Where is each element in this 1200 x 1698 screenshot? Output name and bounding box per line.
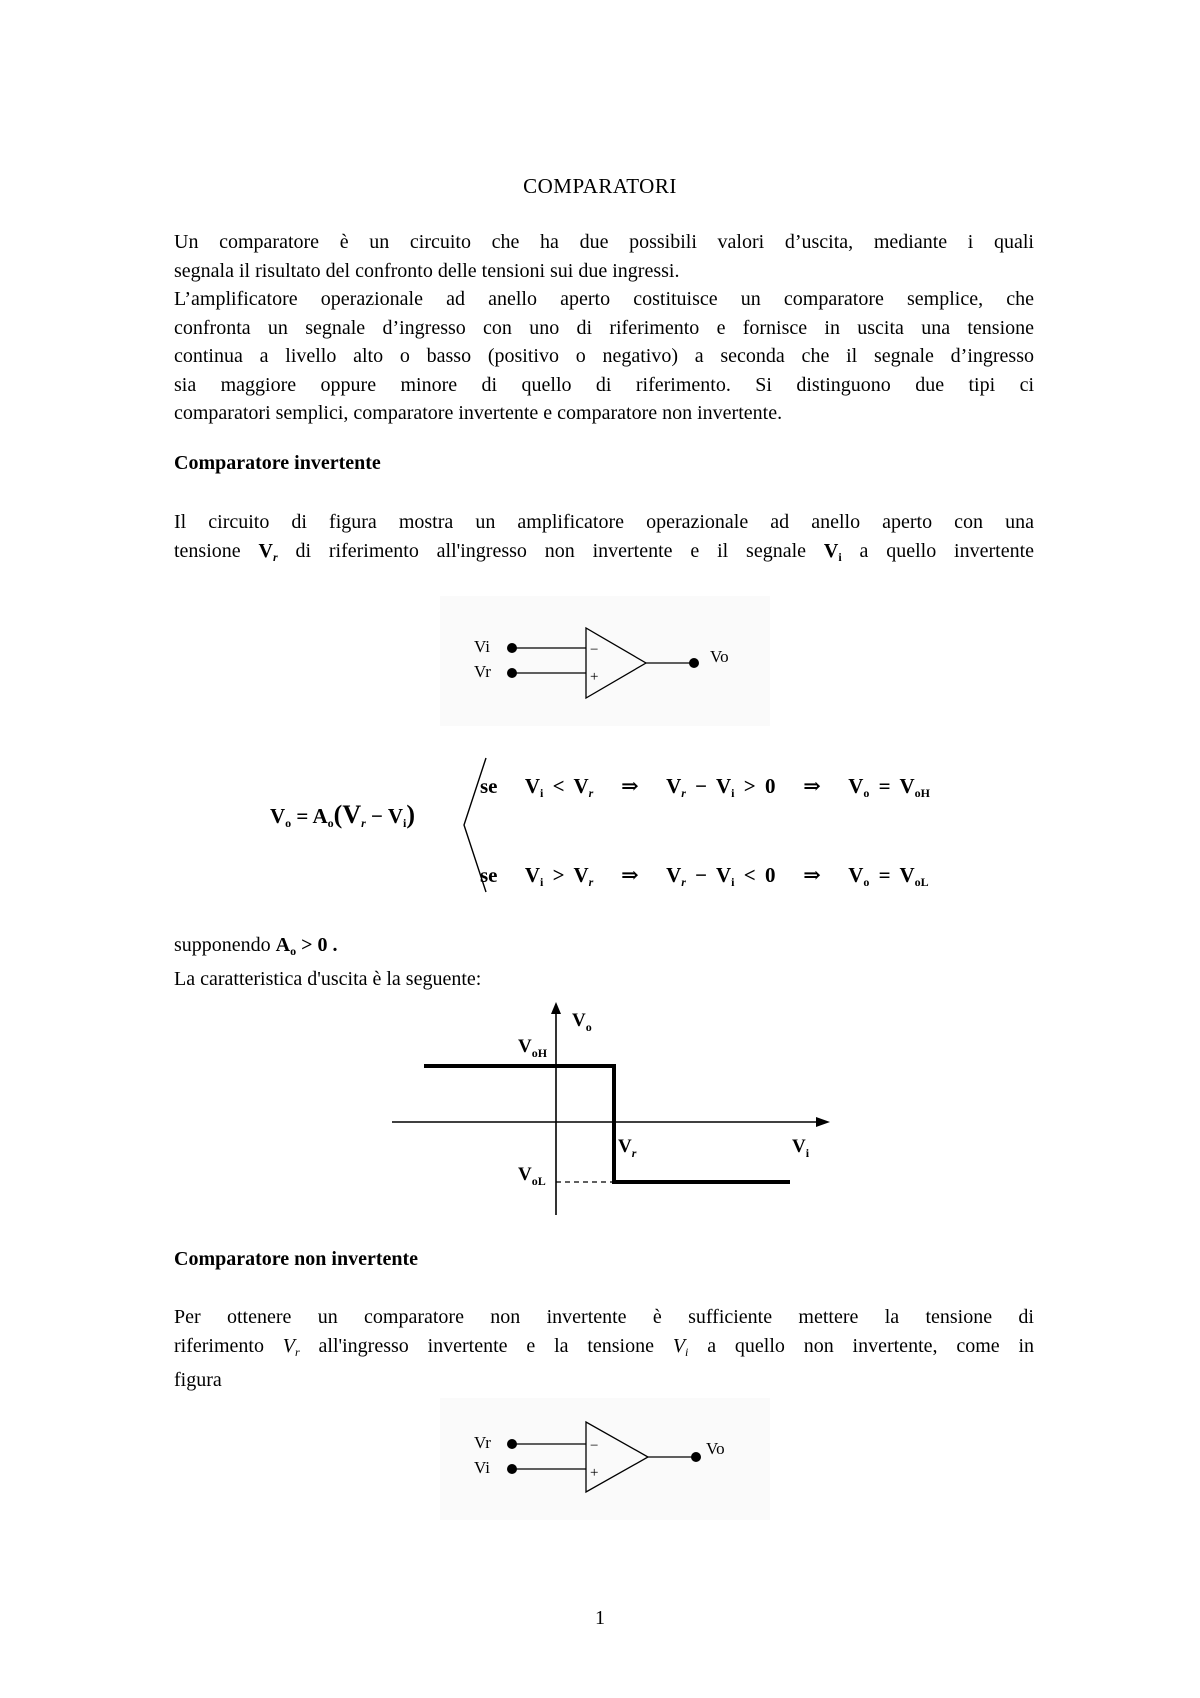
circuit-output-label: Vo (710, 647, 729, 666)
y-axis-arrow-icon (551, 1002, 561, 1014)
threshold-label: $V_r$ (618, 1136, 637, 1160)
circuit-input-label-top: Vi (474, 637, 490, 656)
noninverting-description (174, 1303, 1034, 1395)
circuit-input-label-bottom: Vi (474, 1458, 490, 1477)
formula-case-1: se $V_i < V_r$ ⇒ $V_r - V_i > 0$ ⇒ $V_o = V_{oH}$ (480, 774, 930, 800)
characteristic-intro: La caratteristica d'uscita è la seguente: (174, 968, 482, 990)
svg-text:+: + (590, 669, 599, 685)
intro-line: sia maggiore oppure minore di quello di riferimento. Si distinguono due tipi ci (174, 373, 1034, 396)
circuit-output-label: Vo (706, 1439, 725, 1458)
low-level-label: $V_{oL}$ (518, 1164, 546, 1188)
inverting-line-2: tensione $V_r$ di riferimento all'ingresso non invertente e il segnale $V_i$ a quello invertente (174, 539, 1035, 564)
svg-text:+: + (590, 1465, 599, 1481)
intro-line: continua a livello alto o basso (positivo o negativo) a seconda che il segnale d’ingresso (174, 345, 1034, 367)
intro-paragraph (174, 228, 1034, 428)
assumption-text: supponendo $A_o > 0$ . (174, 934, 338, 958)
noninverting-line-2: riferimento $V_r$ all'ingresso invertente e la tensione $V_i$ a quello non invertente, come in (174, 1334, 1035, 1359)
intro-line: L’amplificatore operazionale ad anello aperto costituisce un comparatore semplice, che (174, 288, 1034, 310)
intro-line: Un comparatore è un circuito che ha due possibili valori d’uscita, mediante i quali (174, 231, 1034, 253)
inverting-comparator-circuit (440, 596, 770, 726)
noninverting-comparator-circuit (440, 1398, 770, 1520)
high-level-label: $V_{oH}$ (518, 1036, 548, 1060)
intro-line: segnala il risultato del confronto delle tensioni sui due ingressi. (174, 259, 680, 282)
svg-text:−: − (590, 1438, 599, 1454)
section-heading-noninverting: Comparatore non invertente (174, 1248, 419, 1270)
section-heading-inverting: Comparatore invertente (174, 452, 381, 474)
noninverting-line-3: figura (174, 1369, 222, 1391)
page-number: 1 (595, 1607, 605, 1629)
y-axis-label: $V_o$ (572, 1010, 592, 1034)
formula-lhs: $V_o = A_o(V_r - V_i)$ (270, 800, 416, 830)
intro-line: comparatori semplici, comparatore invertente e comparatore non invertente. (174, 402, 783, 424)
x-axis-arrow-icon (816, 1117, 830, 1127)
page-title: COMPARATORI (523, 174, 677, 198)
circuit-input-label-top: Vr (474, 1433, 491, 1452)
characteristic-curve (424, 1066, 790, 1182)
intro-line: confronta un segnale d’ingresso con uno di riferimento e fornisce in uscita una tensione (174, 316, 1034, 339)
noninverting-line-1: Per ottenere un comparatore non invertente è sufficiente mettere la tensione di (174, 1306, 1034, 1328)
svg-text:−: − (590, 642, 599, 658)
inverting-line-1: Il circuito di figura mostra un amplificatore operazionale ad anello aperto con una (174, 511, 1034, 533)
formula-case-2: se $V_i > V_r$ ⇒ $V_r - V_i < 0$ ⇒ $V_o = V_{oL}$ (480, 863, 929, 889)
output-characteristic-graph (380, 1000, 840, 1220)
circuit-input-label-bottom: Vr (474, 662, 491, 681)
inverting-description (174, 508, 1034, 571)
x-axis-label: $V_i$ (792, 1136, 810, 1160)
